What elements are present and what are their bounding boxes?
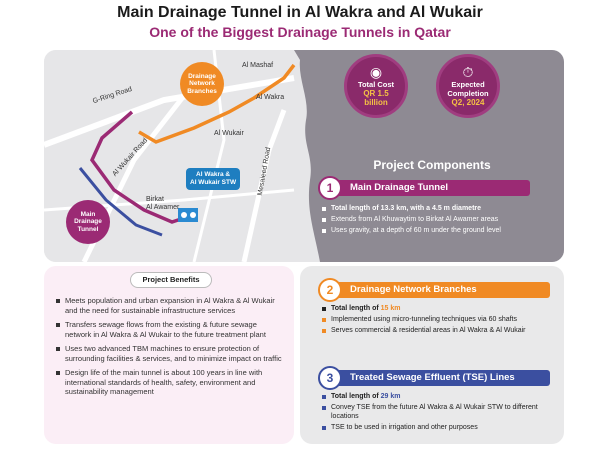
map-label-al-mashaf: Al Mashaf <box>242 62 274 69</box>
map-label-birkat-al-awamer: Birkat Al Awamer <box>146 196 180 211</box>
map-label-al-wukair: Al Wukair <box>214 130 244 137</box>
main-tunnel-number: 1 <box>318 176 342 200</box>
main-tunnel-callout: Main Drainage Tunnel <box>66 200 110 244</box>
benefit-item: Meets population and urban expansion in Al Wakra & Al Wukair and the need for sustainable infrastructure services <box>56 296 284 315</box>
tse-lines-points <box>322 392 558 434</box>
tse-lines-point <box>322 423 558 432</box>
total-cost-label: Total Cost <box>357 80 395 89</box>
project-benefits-title: Project Benefits <box>130 272 212 288</box>
network-branches-point <box>322 326 558 335</box>
tse-lines-point <box>322 403 558 421</box>
map-label-al-wakra: Al Wakra <box>256 94 285 101</box>
stw-callout: Al Wakra & Al Wukair STW <box>186 168 240 190</box>
network-branches-point <box>322 315 558 324</box>
project-benefits-panel <box>44 266 294 444</box>
network-branches-bar: Drainage Network Branches <box>330 282 550 298</box>
total-cost-value: QR 1.5 billion <box>363 89 389 107</box>
tse-lines-bar: Treated Sewage Effluent (TSE) Lines <box>330 370 550 386</box>
map-label-g-ring-road: G-Ring Road <box>91 85 133 106</box>
main-tunnel-points <box>322 204 558 237</box>
network-length-prefix: Total length of <box>331 305 381 312</box>
network-branches-number: 2 <box>318 278 342 302</box>
network-branches-point <box>322 304 558 313</box>
total-cost-stat <box>344 54 408 118</box>
network-branches-points <box>322 304 558 337</box>
coins-icon: ◉ <box>369 64 383 80</box>
network-branches-point-text: Serves commercial & residential areas in Al Wakra & Al Wukair <box>331 327 526 334</box>
tse-lines-point-text: TSE to be used in irrigation and other purposes <box>331 424 478 431</box>
main-tunnel-point: Total length of 13.3 km, with a 4.5 m diametre <box>322 204 558 213</box>
main-tunnel-bar: Main Drainage Tunnel <box>330 180 530 196</box>
benefit-item: Transfers sewage flows from the existing & future sewage network in Al Wakra & Al Wukair to the future treatment plant <box>56 320 284 339</box>
expected-completion-value: Q2, 2024 <box>451 98 485 107</box>
components-panel <box>300 266 564 444</box>
tse-length-value: 29 km <box>380 393 401 400</box>
map-label-al-wukair-road: Al Wukair Road <box>111 137 150 178</box>
benefit-item: Design life of the main tunnel is about 100 years in line with international standards of health, safety, environment and sustainability management <box>56 368 284 397</box>
page-subtitle: One of the Biggest Drainage Tunnels in Qatar <box>149 24 451 40</box>
expected-completion-stat <box>436 54 500 118</box>
tse-length-prefix: Total length of <box>331 393 381 400</box>
network-branches-callout: Drainage Network Branches <box>180 62 224 106</box>
benefit-item: Uses two advanced TBM machines to ensure protection of surrounding facilities & services, and to minimize impact on traffic <box>56 344 284 363</box>
tse-lines-number: 3 <box>318 366 342 390</box>
expected-completion-label: Expected Completion <box>447 80 489 98</box>
network-length-value: 15 km <box>380 305 401 312</box>
network-branches-point-text: Implemented using micro-tunneling techniques via 60 shafts <box>331 316 517 323</box>
main-tunnel-point: Extends from Al Khuwaytim to Birkat Al Awamer areas <box>322 215 558 224</box>
tse-lines-point <box>322 392 558 401</box>
tse-lines-point-text: Convey TSE from the future Al Wakra & Al Wukair STW to different locations <box>331 404 538 420</box>
project-components-title: Project Components <box>373 158 491 172</box>
map-label-mesaieed-road: Mesaieed Road <box>256 146 273 197</box>
page-title: Main Drainage Tunnel in Al Wakra and Al Wukair <box>117 4 483 21</box>
stw-plant-icon <box>178 208 198 222</box>
stopwatch-icon: ⏱ <box>462 64 474 80</box>
project-benefits-list <box>56 296 284 399</box>
main-tunnel-point: Uses gravity, at a depth of 60 m under the ground level <box>322 226 558 235</box>
